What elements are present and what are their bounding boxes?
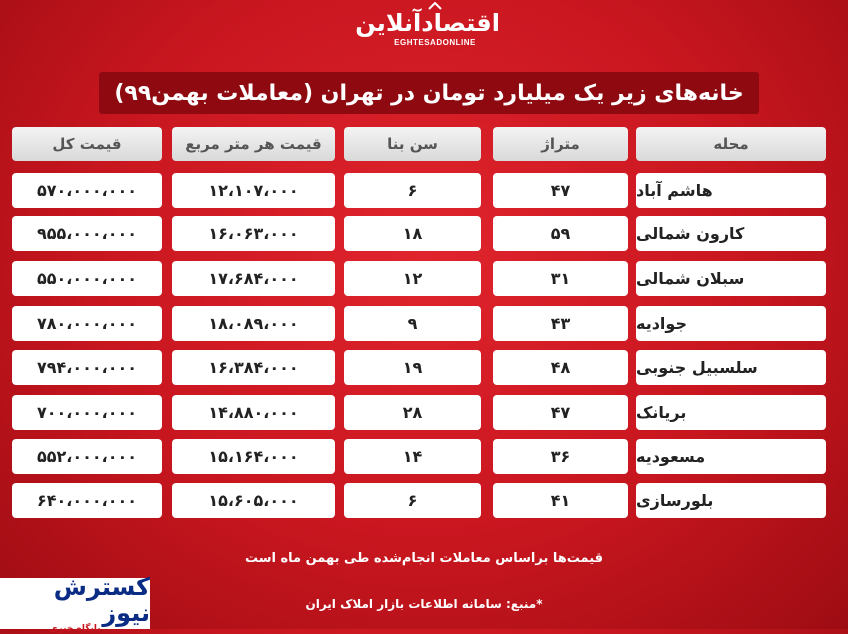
- cell-age: [344, 216, 481, 251]
- header-total-price: قیمت کل: [12, 127, 162, 161]
- cell-value: بریانک: [636, 403, 687, 422]
- header-age: سن بنا: [344, 127, 481, 161]
- cell-area: [493, 216, 628, 251]
- cell-area: [493, 439, 628, 474]
- header-area: متراژ: [493, 127, 628, 161]
- cell-total-price: [12, 216, 162, 251]
- header-price-per-m2: قیمت هر متر مربع: [172, 127, 335, 161]
- cell-value: ۶: [407, 491, 418, 510]
- cell-value: ۴۳: [550, 314, 571, 333]
- cell-total-price: [12, 395, 162, 430]
- source-line: *منبع: سامانه اطلاعات بازار املاک ایران: [305, 597, 543, 611]
- cell-value: ۷۰۰،۰۰۰،۰۰۰: [36, 403, 138, 422]
- cell-value: ۹: [407, 314, 418, 333]
- cell-total-price: [12, 173, 162, 208]
- cell-value: سبلان شمالی: [636, 269, 745, 288]
- cell-value: ۱۸: [402, 224, 423, 243]
- cell-location: [636, 483, 826, 518]
- cell-value: ۹۵۵،۰۰۰،۰۰۰: [36, 224, 138, 243]
- cell-location: [636, 439, 826, 474]
- cell-value: هاشم آباد: [636, 181, 713, 200]
- cell-age: [344, 483, 481, 518]
- cell-age: [344, 261, 481, 296]
- cell-value: ۴۷: [550, 181, 571, 200]
- cell-value: ۱۸،۰۸۹،۰۰۰: [208, 314, 299, 333]
- cell-location: [636, 306, 826, 341]
- cell-value: ۱۵،۶۰۵،۰۰۰: [208, 491, 299, 510]
- logo-text: اقتصادآنلاین: [355, 9, 500, 37]
- cell-age: [344, 350, 481, 385]
- cell-value: ۴۱: [550, 491, 571, 510]
- cell-price-per-m2: [172, 173, 335, 208]
- cell-area: [493, 350, 628, 385]
- cell-value: ۷۸۰،۰۰۰،۰۰۰: [36, 314, 138, 333]
- cell-age: [344, 173, 481, 208]
- cell-value: سلسبیل جنوبی: [636, 358, 758, 377]
- cell-area: [493, 173, 628, 208]
- cell-value: ۱۴: [402, 447, 423, 466]
- cell-age: [344, 395, 481, 430]
- page-title: خانه‌های زیر یک میلیارد تومان در تهران (معاملات بهمن۹۹): [99, 72, 759, 114]
- logo-latin-text: EGHTESADONLINE: [394, 38, 476, 47]
- cell-value: ۳۱: [550, 269, 571, 288]
- watermark-subtext: پایگاه خبری: [49, 623, 101, 634]
- cell-price-per-m2: [172, 306, 335, 341]
- cell-area: [493, 395, 628, 430]
- logo-mark-icon: [428, 2, 442, 10]
- cell-location: [636, 261, 826, 296]
- cell-value: ۱۲،۱۰۷،۰۰۰: [208, 181, 299, 200]
- cell-value: ۷۹۴،۰۰۰،۰۰۰: [36, 358, 138, 377]
- cell-value: ۱۴،۸۸۰،۰۰۰: [208, 403, 299, 422]
- gostaresh-news-watermark: [0, 572, 150, 634]
- cell-total-price: [12, 350, 162, 385]
- cell-location: [636, 216, 826, 251]
- cell-value: ۶۴۰،۰۰۰،۰۰۰: [36, 491, 138, 510]
- cell-age: [344, 306, 481, 341]
- cell-value: ۱۹: [402, 358, 423, 377]
- cell-value: ۳۶: [550, 447, 571, 466]
- cell-value: ۱۶،۰۶۳،۰۰۰: [208, 224, 299, 243]
- cell-price-per-m2: [172, 483, 335, 518]
- cell-location: [636, 173, 826, 208]
- cell-value: ۱۲: [402, 269, 423, 288]
- cell-value: ۴۷: [550, 403, 571, 422]
- cell-total-price: [12, 439, 162, 474]
- cell-value: ۵۹: [550, 224, 571, 243]
- cell-price-per-m2: [172, 261, 335, 296]
- cell-price-per-m2: [172, 395, 335, 430]
- cell-area: [493, 306, 628, 341]
- cell-value: بلورسازی: [636, 491, 714, 510]
- price-note: قیمت‌ها براساس معاملات انجام‌شده طی بهمن ماه است: [244, 551, 604, 566]
- cell-value: ۲۸: [402, 403, 423, 422]
- cell-price-per-m2: [172, 439, 335, 474]
- cell-value: ۱۵،۱۶۴،۰۰۰: [208, 447, 299, 466]
- cell-total-price: [12, 306, 162, 341]
- cell-total-price: [12, 261, 162, 296]
- cell-location: [636, 395, 826, 430]
- cell-total-price: [12, 483, 162, 518]
- cell-age: [344, 439, 481, 474]
- header-location: محله: [636, 127, 826, 161]
- cell-value: ۵۵۰،۰۰۰،۰۰۰: [36, 269, 138, 288]
- cell-value: ۵۷۰،۰۰۰،۰۰۰: [36, 181, 138, 200]
- cell-value: جوادیه: [636, 314, 687, 333]
- eghtesadonline-logo: [355, 8, 500, 58]
- cell-price-per-m2: [172, 350, 335, 385]
- cell-value: کارون شمالی: [636, 224, 745, 243]
- cell-location: [636, 350, 826, 385]
- watermark-text: کسترش نیوز: [53, 572, 150, 627]
- cell-value: ۶: [407, 181, 418, 200]
- cell-value: ۱۷،۶۸۴،۰۰۰: [208, 269, 299, 288]
- cell-value: ۵۵۲،۰۰۰،۰۰۰: [36, 447, 138, 466]
- cell-price-per-m2: [172, 216, 335, 251]
- cell-value: مسعودیه: [636, 447, 706, 466]
- cell-value: ۱۶،۳۸۴،۰۰۰: [208, 358, 299, 377]
- cell-area: [493, 483, 628, 518]
- cell-value: ۴۸: [550, 358, 571, 377]
- cell-area: [493, 261, 628, 296]
